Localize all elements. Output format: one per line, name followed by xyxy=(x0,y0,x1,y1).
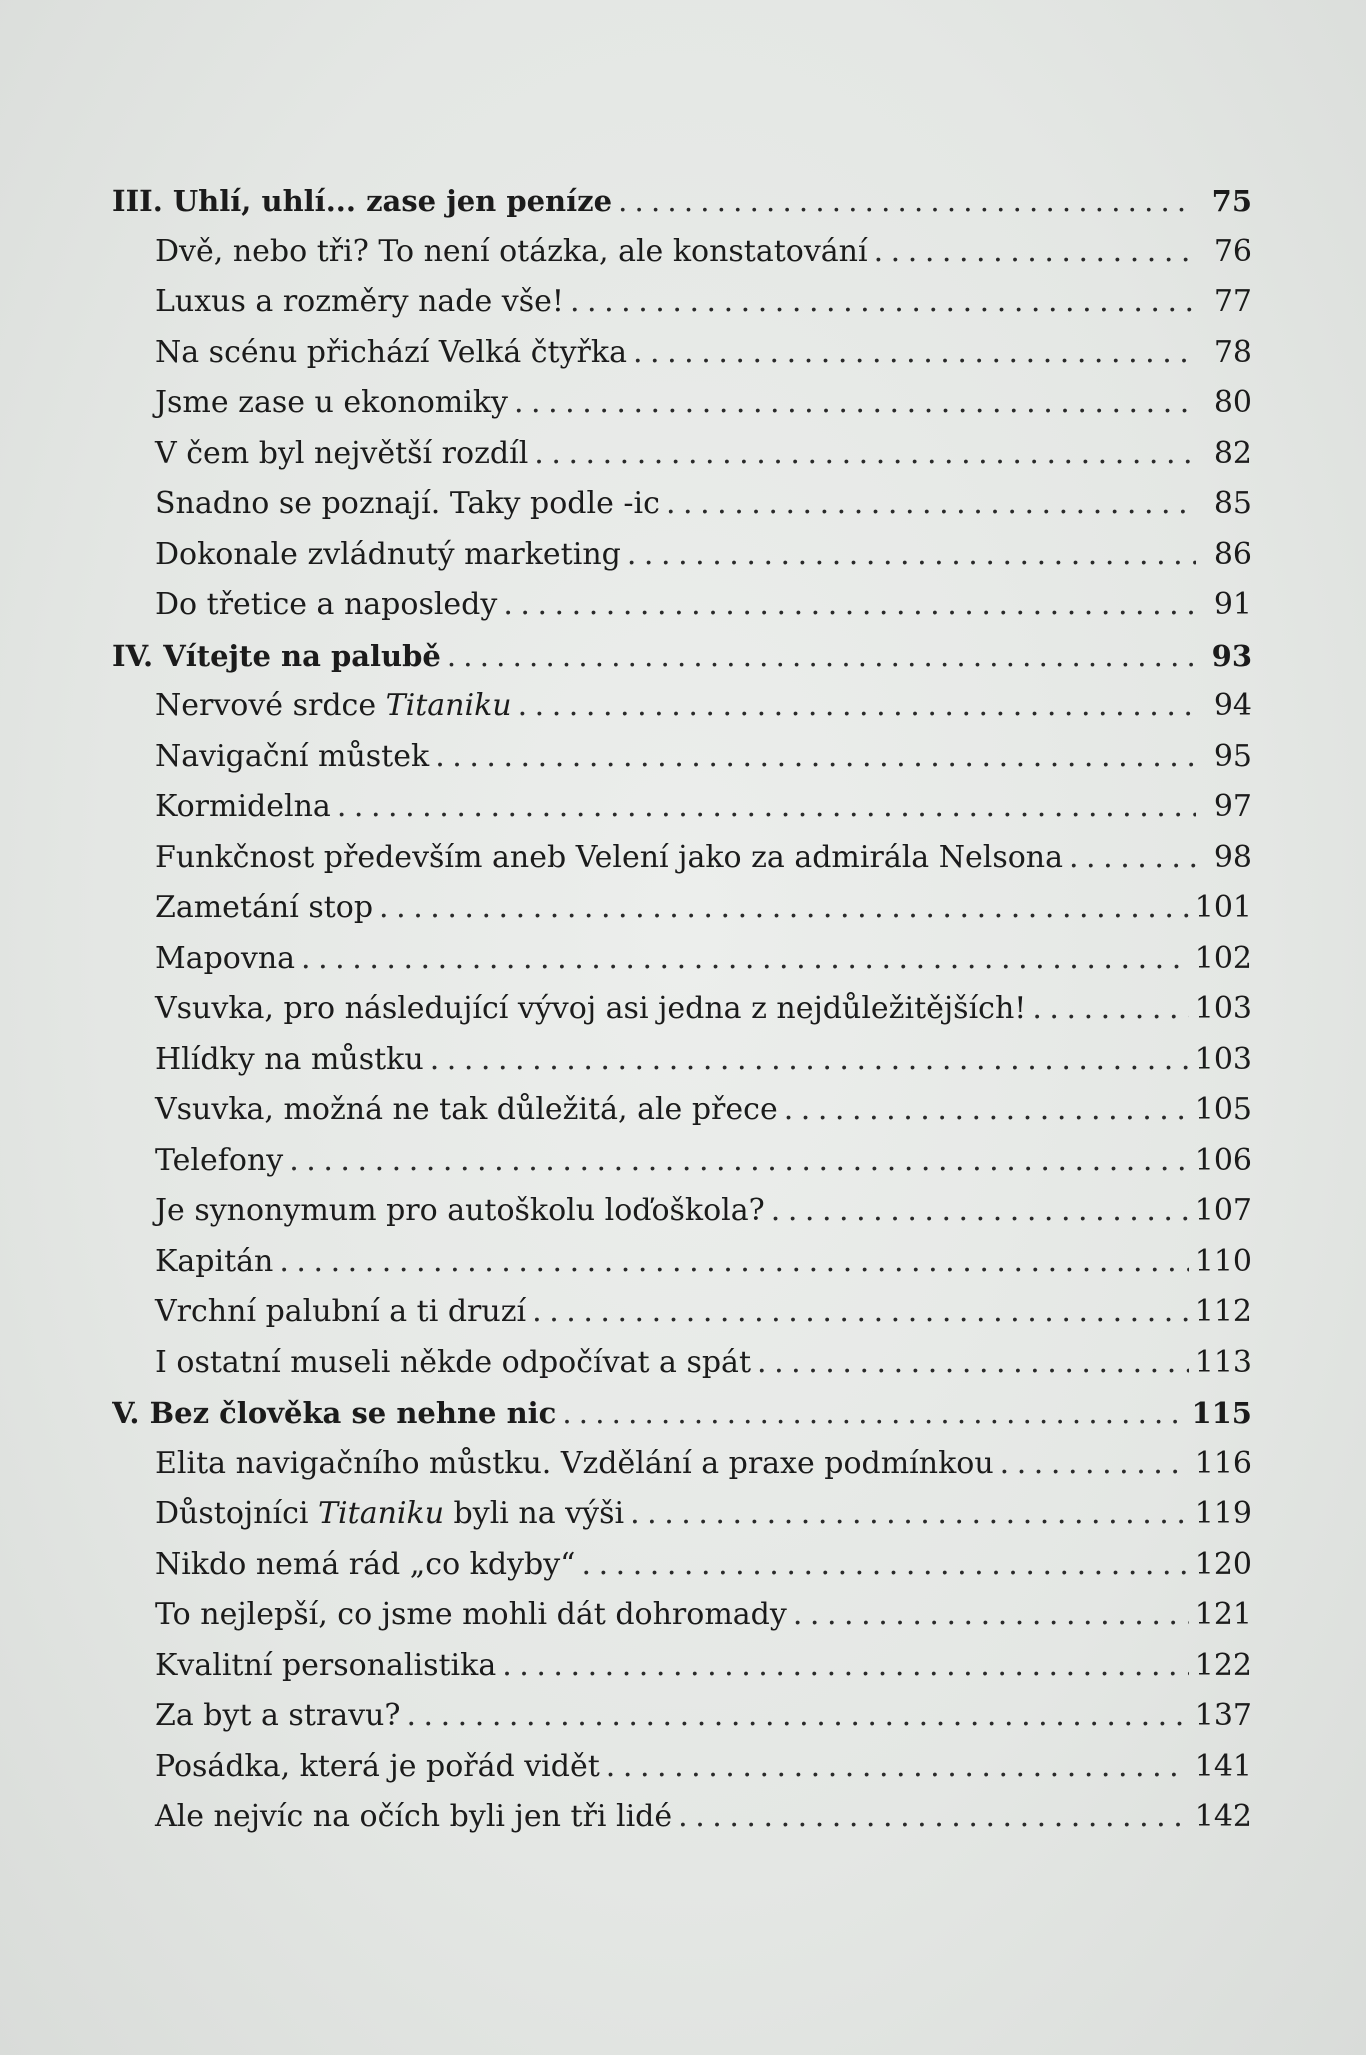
toc-page-number: 120 xyxy=(1194,1546,1252,1582)
toc-dot-leader xyxy=(874,227,1196,278)
toc-section-entry xyxy=(112,1489,1252,1540)
toc-entry-title: Snadno se poznají. Taky podle -ic xyxy=(155,486,660,521)
toc-entry-title: Nervové srdce Titaniku xyxy=(155,688,512,723)
toc-page-number: 82 xyxy=(1213,435,1252,471)
toc-entry-title: Důstojníci Titaniku byli na výši xyxy=(155,1496,625,1531)
toc-section-entry xyxy=(112,883,1252,934)
toc-page-number: 142 xyxy=(1194,1799,1252,1834)
toc-page-number: 115 xyxy=(1191,1396,1252,1430)
toc-dot-leader xyxy=(618,176,1196,227)
toc-section-entry xyxy=(112,732,1252,783)
toc-dot-leader xyxy=(666,479,1196,530)
toc-section-entry xyxy=(112,580,1252,631)
toc-section-entry xyxy=(112,1085,1252,1136)
toc-entry-title: Zametání stop xyxy=(155,890,374,925)
toc-section-entry xyxy=(112,1439,1252,1490)
toc-entry-title: Dokonale zvládnutý marketing xyxy=(155,536,621,572)
toc-dot-leader xyxy=(678,1792,1189,1843)
toc-dot-leader xyxy=(1032,984,1188,1035)
toc-dot-leader xyxy=(514,378,1196,429)
toc-dot-leader xyxy=(630,1489,1189,1540)
toc-page-number: 76 xyxy=(1213,233,1252,269)
toc-entry-title: Za byt a stravu? xyxy=(155,1698,401,1733)
toc-section-entry xyxy=(112,1742,1252,1793)
toc-section-entry xyxy=(112,530,1252,581)
toc-dot-leader xyxy=(430,1035,1189,1086)
toc-page-number: 141 xyxy=(1194,1748,1252,1784)
toc-dot-leader xyxy=(502,1641,1189,1692)
toc-page-number: 94 xyxy=(1213,688,1252,723)
toc-section-entry xyxy=(112,1186,1252,1237)
toc-dot-leader xyxy=(518,681,1196,732)
toc-section-entry xyxy=(112,782,1252,833)
toc-entry-title: Dvě, nebo tři? To není otázka, ale konstatování xyxy=(155,233,868,269)
toc-section-entry xyxy=(112,984,1252,1035)
toc-page-number: 103 xyxy=(1194,991,1252,1026)
toc-section-entry xyxy=(112,277,1252,328)
toc-section-entry xyxy=(112,1590,1252,1641)
toc-entry-title: Vsuvka, pro následující vývoj asi jedna z nejdůležitějších! xyxy=(155,991,1027,1026)
toc-page-number: 121 xyxy=(1194,1597,1252,1632)
toc-page-number: 102 xyxy=(1194,940,1252,976)
toc-dot-leader xyxy=(582,1540,1189,1591)
toc-dot-leader xyxy=(1000,1439,1189,1490)
toc-section-entry xyxy=(112,833,1252,884)
toc-dot-leader xyxy=(606,1742,1189,1793)
toc-section-entry xyxy=(112,378,1252,429)
toc-entry-title: Vrchní palubní a ti druzí xyxy=(155,1294,527,1329)
toc-entry-title: Kvalitní personalistika xyxy=(155,1647,497,1683)
toc-section-entry xyxy=(112,227,1252,278)
toc-dot-leader xyxy=(534,429,1196,480)
toc-page-number: 116 xyxy=(1194,1445,1252,1481)
toc-section-entry xyxy=(112,1691,1252,1742)
toc-chapter-entry xyxy=(112,1388,1252,1439)
toc-section-entry xyxy=(112,1035,1252,1086)
toc-entry-title: Mapovna xyxy=(155,940,296,976)
toc-entry-title: Do třetice a naposledy xyxy=(155,587,498,622)
toc-page-number: 106 xyxy=(1194,1142,1252,1178)
toc-dot-leader xyxy=(1069,833,1196,884)
toc-entry-title: IV. Vítejte na palubě xyxy=(112,638,441,673)
toc-section-entry xyxy=(112,1641,1252,1692)
toc-page-number: 78 xyxy=(1213,334,1252,370)
toc-page-number: 75 xyxy=(1211,184,1252,218)
toc-entry-title: Kapitán xyxy=(155,1243,274,1279)
toc-entry-title: Vsuvka, možná ne tak důležitá, ale přece xyxy=(155,1092,778,1127)
toc-page-number: 91 xyxy=(1213,587,1252,622)
toc-dot-leader xyxy=(503,580,1196,631)
toc-page-number: 93 xyxy=(1211,638,1252,673)
toc-dot-leader xyxy=(301,934,1189,985)
toc-section-entry xyxy=(112,1136,1252,1187)
toc-entry-title: Posádka, která je pořád vidět xyxy=(155,1748,600,1784)
toc-dot-leader xyxy=(435,732,1196,783)
toc-page-number: 113 xyxy=(1194,1344,1252,1380)
toc-entry-title: Hlídky na můstku xyxy=(155,1041,424,1077)
toc-dot-leader xyxy=(447,631,1196,682)
toc-entry-title: Ale nejvíc na očích byli jen tři lidé xyxy=(155,1799,673,1834)
toc-page-number: 105 xyxy=(1194,1092,1252,1127)
toc-dot-leader xyxy=(337,782,1196,833)
table-of-contents xyxy=(112,176,1252,1843)
toc-page-number: 110 xyxy=(1194,1243,1252,1279)
toc-section-entry xyxy=(112,479,1252,530)
toc-entry-title: Funkčnost především aneb Velení jako za admirála Nelsona xyxy=(155,839,1063,875)
toc-entry-title: V čem byl největší rozdíl xyxy=(155,435,529,471)
toc-entry-title: Nikdo nemá rád „co kdyby“ xyxy=(155,1546,576,1582)
toc-chapter-entry xyxy=(112,631,1252,682)
toc-entry-title: Telefony xyxy=(155,1142,284,1178)
toc-dot-leader xyxy=(771,1186,1189,1237)
toc-page-number: 98 xyxy=(1213,839,1252,875)
toc-section-entry xyxy=(112,1540,1252,1591)
toc-entry-title: Luxus a rozměry nade vše! xyxy=(155,284,564,319)
toc-dot-leader xyxy=(633,328,1196,379)
toc-dot-leader xyxy=(757,1338,1189,1389)
toc-section-entry xyxy=(112,429,1252,480)
toc-page-number: 85 xyxy=(1213,486,1252,521)
toc-entry-title: V. Bez člověka se nehne nic xyxy=(112,1396,557,1430)
toc-entry-title: III. Uhlí, uhlí... zase jen peníze xyxy=(112,184,613,218)
toc-section-entry xyxy=(112,1792,1252,1843)
toc-entry-title: Jsme zase u ekonomiky xyxy=(155,385,508,420)
toc-dot-leader xyxy=(289,1136,1189,1187)
toc-page-number: 103 xyxy=(1194,1041,1252,1077)
toc-entry-title: Na scénu přichází Velká čtyřka xyxy=(155,334,627,370)
toc-page-number: 80 xyxy=(1213,385,1252,420)
toc-entry-title: Elita navigačního můstku. Vzdělání a praxe podmínkou xyxy=(155,1445,994,1481)
toc-section-entry xyxy=(112,1287,1252,1338)
toc-page-number: 119 xyxy=(1194,1496,1252,1531)
toc-section-entry xyxy=(112,328,1252,379)
toc-dot-leader xyxy=(379,883,1189,934)
toc-entry-title: Navigační můstek xyxy=(155,738,430,774)
toc-page-number: 86 xyxy=(1213,536,1252,572)
toc-page-number: 77 xyxy=(1213,284,1252,319)
toc-section-entry xyxy=(112,1237,1252,1288)
toc-dot-leader xyxy=(279,1237,1188,1288)
toc-section-entry xyxy=(112,681,1252,732)
toc-page-number: 122 xyxy=(1194,1647,1252,1683)
toc-dot-leader xyxy=(532,1287,1189,1338)
toc-section-entry xyxy=(112,934,1252,985)
toc-page-number: 112 xyxy=(1194,1294,1252,1329)
toc-dot-leader xyxy=(784,1085,1189,1136)
toc-dot-leader xyxy=(406,1691,1188,1742)
toc-entry-title: Je synonymum pro autoškolu loďoškola? xyxy=(155,1193,765,1228)
toc-chapter-entry xyxy=(112,176,1252,227)
toc-page-number: 101 xyxy=(1194,890,1252,925)
toc-page-number: 97 xyxy=(1213,789,1252,824)
toc-entry-title: I ostatní museli někde odpočívat a spát xyxy=(155,1344,752,1380)
toc-section-entry xyxy=(112,1338,1252,1389)
toc-page-number: 137 xyxy=(1194,1698,1252,1733)
toc-dot-leader xyxy=(793,1590,1189,1641)
toc-page-number: 95 xyxy=(1213,738,1252,774)
toc-page-number: 107 xyxy=(1194,1193,1252,1228)
toc-dot-leader xyxy=(570,277,1196,328)
toc-entry-title: Kormidelna xyxy=(155,789,331,824)
toc-dot-leader xyxy=(627,530,1196,581)
toc-dot-leader xyxy=(562,1388,1185,1439)
toc-entry-title: To nejlepší, co jsme mohli dát dohromady xyxy=(155,1597,787,1632)
